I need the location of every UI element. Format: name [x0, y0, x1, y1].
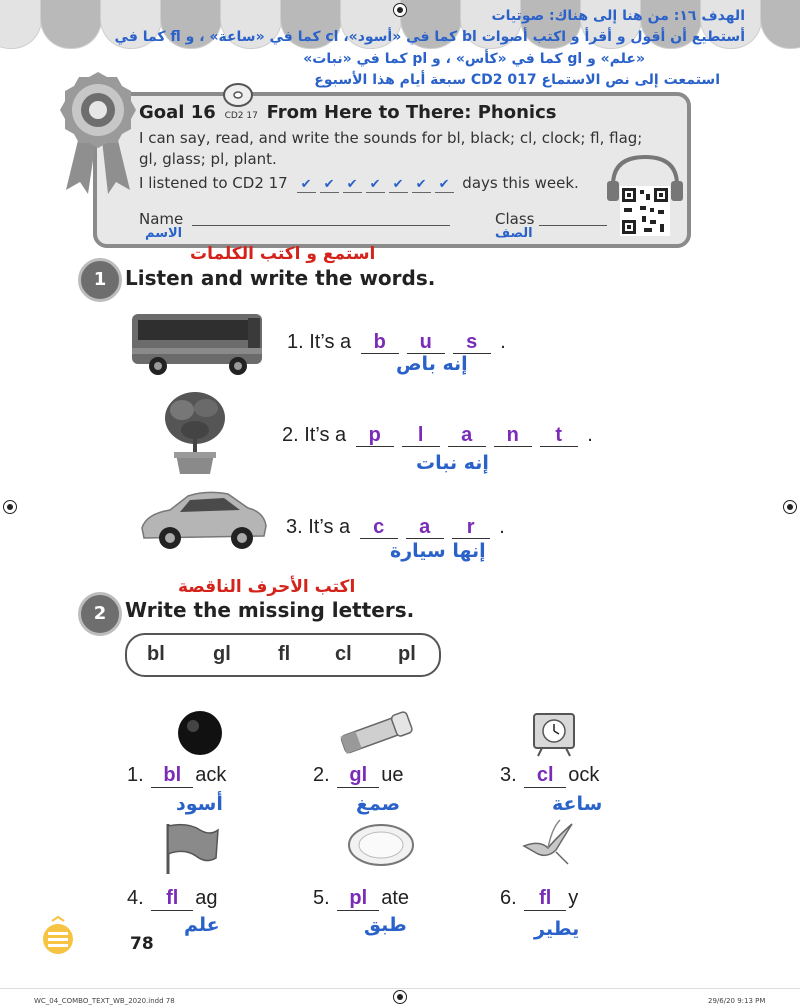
header-ar-line3: «علم» و gl كما في «كأس» ، و pl كما في «نبات»: [303, 51, 645, 67]
footer-file: WC_04_COMBO_TEXT_WB_2020.indd 78: [34, 997, 175, 1005]
registration-mark-icon: [393, 3, 407, 17]
car-image: [136, 488, 270, 554]
goal-subtitle: From Here to There: Phonics: [266, 102, 557, 123]
day-check-icon[interactable]: ✔: [435, 177, 454, 193]
s2-item6: 6. fl y: [500, 887, 579, 909]
letter-bank-item: cl: [335, 643, 352, 665]
day-check-icon[interactable]: ✔: [320, 177, 339, 193]
s2-item3: 3. cl ock: [500, 764, 600, 786]
cd-badge: CD2 17: [224, 111, 258, 121]
section2-title-ar: اكتب الأحرف الناقصة: [178, 577, 356, 597]
plant-image: [160, 388, 230, 480]
s2-item5-ar: طبق: [364, 914, 407, 936]
s2-item3-ar: ساعة: [552, 793, 603, 815]
missing-letters-blank[interactable]: cl: [524, 764, 566, 788]
missing-letters-blank[interactable]: gl: [337, 764, 379, 788]
item-prefix: It’s a: [308, 516, 351, 538]
bus-image: [128, 308, 268, 376]
s2-item1: 1. bl ack: [127, 764, 227, 786]
s2-item4-ar: علم: [184, 914, 220, 936]
footer-rule: [0, 988, 800, 989]
section1-title: Listen and write the words.: [125, 266, 436, 290]
section1-title-ar: استمع و اكتب الكلمات: [190, 244, 376, 264]
letter-blank[interactable]: n: [494, 424, 532, 447]
goal-title: Goal 16: [139, 102, 216, 123]
day-check-icon[interactable]: ✔: [366, 177, 385, 193]
day-check-icon[interactable]: ✔: [412, 177, 431, 193]
class-label: Class: [495, 210, 535, 228]
s2-item5: 5. pl ate: [313, 887, 410, 909]
missing-letters-blank[interactable]: bl: [151, 764, 193, 788]
section2-title: Write the missing letters.: [125, 598, 415, 622]
s1-item3-sentence: 3. It’s a c a r .: [286, 516, 505, 538]
letter-bank: [125, 633, 441, 677]
section1-number: 1: [78, 258, 122, 302]
s2-item1-ar: أسود: [176, 793, 223, 815]
letter-blank[interactable]: t: [540, 424, 578, 447]
glue-stick-image: [335, 710, 419, 754]
s2-item4: 4. fl ag: [127, 887, 218, 909]
letter-blank[interactable]: r: [452, 516, 490, 539]
listened-suffix: days this week.: [462, 174, 579, 192]
letter-bank-item: bl: [147, 643, 165, 665]
plate-image: [347, 822, 415, 868]
class-ar: الصف: [495, 226, 533, 241]
section2-number: 2: [78, 592, 122, 636]
item-number: 2.: [282, 424, 299, 446]
clock-image: [528, 708, 580, 760]
qr-code-icon[interactable]: [620, 186, 670, 236]
flying-bird-image: [518, 818, 578, 868]
missing-letters-blank[interactable]: pl: [337, 887, 379, 911]
header-ar-line4: استمعت إلى نص الاستماع CD2 017 سبعة أيام هذا الأسبوع: [314, 72, 720, 88]
s2-item6-ar: يطير: [534, 918, 580, 940]
letter-blank[interactable]: u: [407, 331, 445, 354]
letter-bank-item: pl: [398, 643, 416, 665]
publisher-logo-icon: [38, 915, 78, 959]
s1-item2-sentence: 2. It’s a p l a n t .: [282, 424, 593, 446]
letter-blank[interactable]: s: [453, 331, 491, 354]
registration-mark-icon: [393, 990, 407, 1004]
letter-blank[interactable]: a: [406, 516, 444, 539]
letter-bank-item: fl: [278, 643, 291, 665]
page-number: 78: [130, 934, 154, 954]
s1-item2-ar: إنه نبات: [416, 452, 489, 474]
header-ar-line1: الهدف ١٦: من هنا إلى هناك: صوتيات: [491, 8, 745, 24]
s2-item2: 2. gl ue: [313, 764, 404, 786]
item-number: 3.: [286, 516, 303, 538]
registration-mark-icon: [3, 500, 17, 514]
day-check-icon[interactable]: ✔: [297, 177, 316, 193]
goal-line2: gl, glass; pl, plant.: [139, 150, 277, 168]
item-number: 1.: [287, 331, 304, 353]
header-ar-line2: أستطيع أن أقول و أقرأ و اكتب أصوات bl كما في «أسود»، cl كما في «ساعة» ، و fl كما في: [114, 29, 745, 45]
letter-blank[interactable]: b: [361, 331, 399, 354]
registration-mark-icon: [783, 500, 797, 514]
missing-letters-blank[interactable]: fl: [524, 887, 566, 911]
name-ar: الاسم: [145, 226, 183, 241]
s1-item1-ar: إنه باص: [396, 353, 468, 375]
letter-blank[interactable]: a: [448, 424, 486, 447]
day-check-icon[interactable]: ✔: [343, 177, 362, 193]
letter-blank[interactable]: c: [360, 516, 398, 539]
day-check-icon[interactable]: ✔: [389, 177, 408, 193]
class-field[interactable]: [539, 225, 607, 226]
listened-prefix: I listened to CD2 17: [139, 174, 288, 192]
name-label: Name: [139, 210, 184, 228]
award-ribbon-icon: [58, 70, 138, 198]
footer-date: 29/6/20 9:13 PM: [708, 997, 766, 1005]
flag-image: [160, 820, 220, 876]
s1-item1-sentence: 1. It’s a b u s .: [287, 331, 506, 353]
s1-item3-ar: إنها سيارة: [390, 540, 486, 562]
item-prefix: It’s a: [309, 331, 352, 353]
goal-box: [93, 92, 691, 248]
goal-line1: I can say, read, and write the sounds for bl, black; cl, clock; fl, flag;: [139, 129, 643, 147]
letter-blank[interactable]: p: [356, 424, 394, 447]
name-field[interactable]: [192, 225, 450, 226]
black-ball-image: [175, 708, 225, 758]
letter-blank[interactable]: l: [402, 424, 440, 447]
cd-icon: [222, 82, 254, 110]
s2-item2-ar: صمغ: [356, 793, 401, 815]
letter-bank-item: gl: [213, 643, 231, 665]
missing-letters-blank[interactable]: fl: [151, 887, 193, 911]
item-prefix: It’s a: [304, 424, 347, 446]
